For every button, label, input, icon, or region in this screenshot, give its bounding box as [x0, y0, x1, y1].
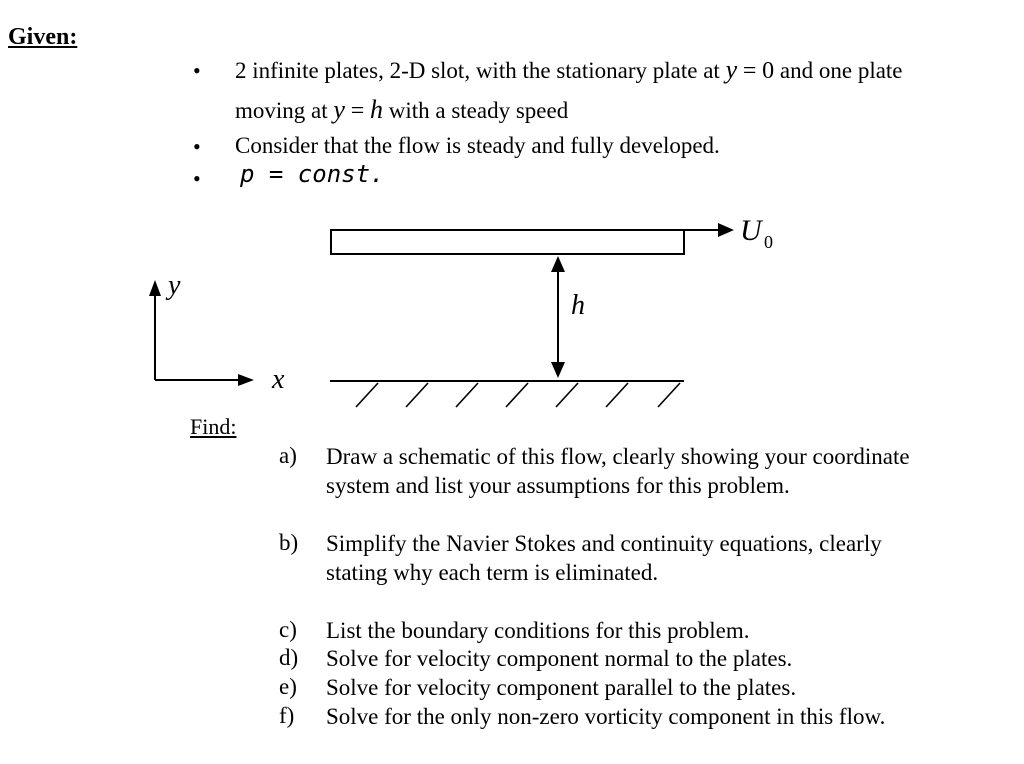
bullet-1-speed-text: with a steady speed	[388, 98, 569, 123]
item-d-line-1: Solve for velocity component normal to the plates.	[326, 646, 793, 671]
bullet-1-moving-text: moving at	[235, 98, 328, 123]
item-b-label: b)	[279, 530, 299, 555]
item-d-label: d)	[279, 645, 299, 670]
item-e-line-1: Solve for velocity component parallel to the plates.	[326, 675, 797, 700]
y-axis-arrow	[149, 280, 161, 296]
velocity-label: U	[740, 214, 762, 247]
x-axis-label: x	[272, 364, 285, 395]
gap-arrow-head-top	[551, 256, 565, 272]
item-a-line-2: system and list your assumptions for this problem.	[326, 473, 790, 498]
math-h: h	[369, 95, 383, 124]
item-a-label: a)	[279, 443, 297, 468]
item-c-label: c)	[279, 617, 297, 642]
bullet-dot: •	[193, 166, 201, 191]
x-axis-arrow	[238, 374, 254, 386]
item-f-label: f)	[279, 703, 295, 728]
find-heading: Find:	[190, 414, 237, 439]
gap-arrow-head-bottom	[551, 362, 565, 378]
item-b-line-1: Simplify the Navier Stokes and continuity equations, clearly	[326, 531, 882, 556]
gap-label: h	[571, 290, 585, 321]
bullet-1-and-text: and one plate	[779, 58, 903, 83]
bullet-2-text: Consider that the flow is steady and fully developed.	[235, 133, 720, 158]
item-b-line-2: stating why each term is eliminated.	[326, 560, 659, 585]
item-e-label: e)	[279, 674, 297, 699]
item-c-line-1: List the boundary conditions for this problem.	[326, 618, 750, 643]
bullet-dot: •	[193, 134, 201, 159]
velocity-subscript: 0	[764, 232, 773, 252]
given-heading: Given:	[8, 24, 78, 50]
velocity-arrow-head	[718, 223, 734, 237]
item-f-line-1: Solve for the only non-zero vorticity component in this flow.	[326, 704, 886, 729]
math-equals-2: =	[350, 98, 365, 124]
bullet-3-pressure: p = const.	[240, 160, 385, 188]
bullet-dot: •	[193, 58, 201, 83]
math-y: y	[725, 55, 738, 84]
item-a-line-1: Draw a schematic of this flow, clearly showing your coordinate	[326, 444, 910, 469]
wall-hatching	[356, 383, 680, 407]
math-zero: 0	[762, 58, 775, 84]
math-equals: =	[742, 58, 757, 84]
y-axis-label: y	[168, 270, 181, 301]
math-y-2: y	[333, 95, 345, 124]
bullet-1-text: 2 infinite plates, 2-D slot, with the stationary plate at	[235, 58, 720, 83]
moving-plate	[331, 230, 684, 254]
